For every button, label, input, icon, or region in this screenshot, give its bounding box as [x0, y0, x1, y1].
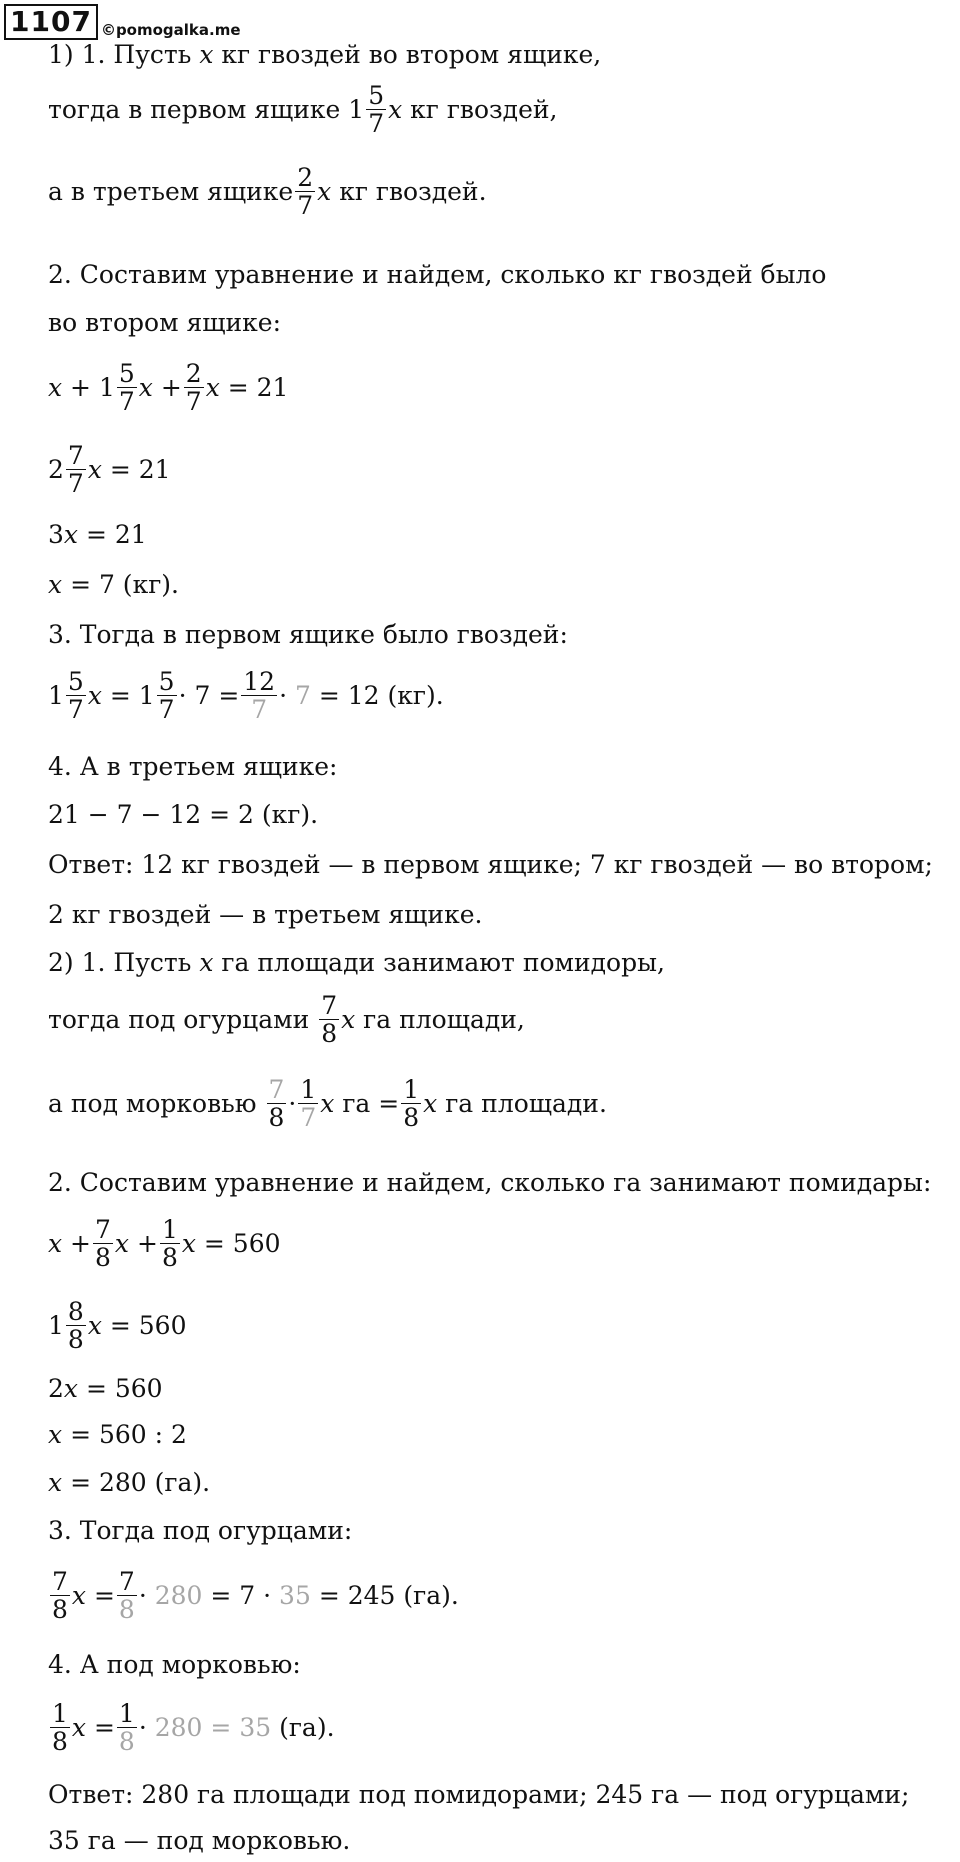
- equation-6: x + 7 8 x + 1 8 x = 560: [48, 1215, 281, 1272]
- task-header: [4, 4, 241, 40]
- line-25: 3. Тогда под огурцами:: [48, 1516, 353, 1545]
- line-19: 2. Составим уравнение и найдем, сколько га занимают помидары:: [48, 1168, 932, 1197]
- equation-10: x = 280 (га).: [48, 1468, 211, 1497]
- equation-8: 2 x = 560: [48, 1374, 163, 1403]
- answer-2-cont: 35 га — под морковью.: [48, 1826, 351, 1855]
- fraction: 2 7: [297, 163, 314, 220]
- equation-5: 1 5 7 x = 1 5 7 · 7 = 12 7 · 7 = 12 (кг).: [48, 667, 444, 724]
- line-2: тогда в первом ящике 1 5 7 x кг гвоздей,: [48, 81, 558, 138]
- line-4: 2. Составим уравнение и найдем, сколько кг гвоздей было: [48, 260, 827, 289]
- equation-1: x + 1 5 7 x + 2 7 x = 21: [48, 359, 289, 416]
- task-number: 1107: [4, 4, 98, 40]
- line-16: 2) 1. Пусть x га площади занимают помидоры,: [48, 948, 665, 977]
- line-18: а под морковью 7 8 · 1 7 x га = $\frac{1}{8}$ x га площади.: [48, 1075, 607, 1132]
- answer-1: Ответ: 12 кг гвоздей — в первом ящике; 7 кг гвоздей — во втором;: [48, 850, 933, 879]
- line-5: во втором ящике:: [48, 308, 281, 337]
- line-3: а в третьем ящике 2 7 x кг гвоздей.: [48, 163, 487, 220]
- line-10: 3. Тогда в первом ящике было гвоздей:: [48, 620, 568, 649]
- line-17: тогда под огурцами 7 8 x га площади,: [48, 991, 525, 1048]
- equation-7: 1 8 8 x = 560: [48, 1297, 187, 1354]
- line-12: 4. А в третьем ящике:: [48, 752, 338, 781]
- equation-11: 7 8 x = 7 8 · 280 = 7 · 35 = 245 (га).: [52, 1567, 459, 1624]
- equation-3: 3 x = 21: [48, 520, 147, 549]
- line-27: 4. А под морковью:: [48, 1650, 301, 1679]
- equation-4: x = 7 (кг).: [48, 570, 179, 599]
- line-1: 1) 1. Пусть x кг гвоздей во втором ящике,: [48, 40, 602, 69]
- equation-2: 2 7 7 x = 21: [48, 441, 171, 498]
- line-13: 21 − 7 − 12 = 2 (кг).: [48, 800, 319, 829]
- equation-12: 1 8 x = 1 8 · 280 = 35 (га).: [52, 1699, 335, 1756]
- site-watermark: ©pomogalka.me: [100, 21, 241, 39]
- answer-2: Ответ: 280 га площади под помидорами; 245 га — под огурцами;: [48, 1780, 910, 1809]
- fraction: 5 7: [368, 81, 385, 138]
- equation-9: x = 560 : 2: [48, 1420, 187, 1449]
- answer-1-cont: 2 кг гвоздей — в третьем ящике.: [48, 900, 483, 929]
